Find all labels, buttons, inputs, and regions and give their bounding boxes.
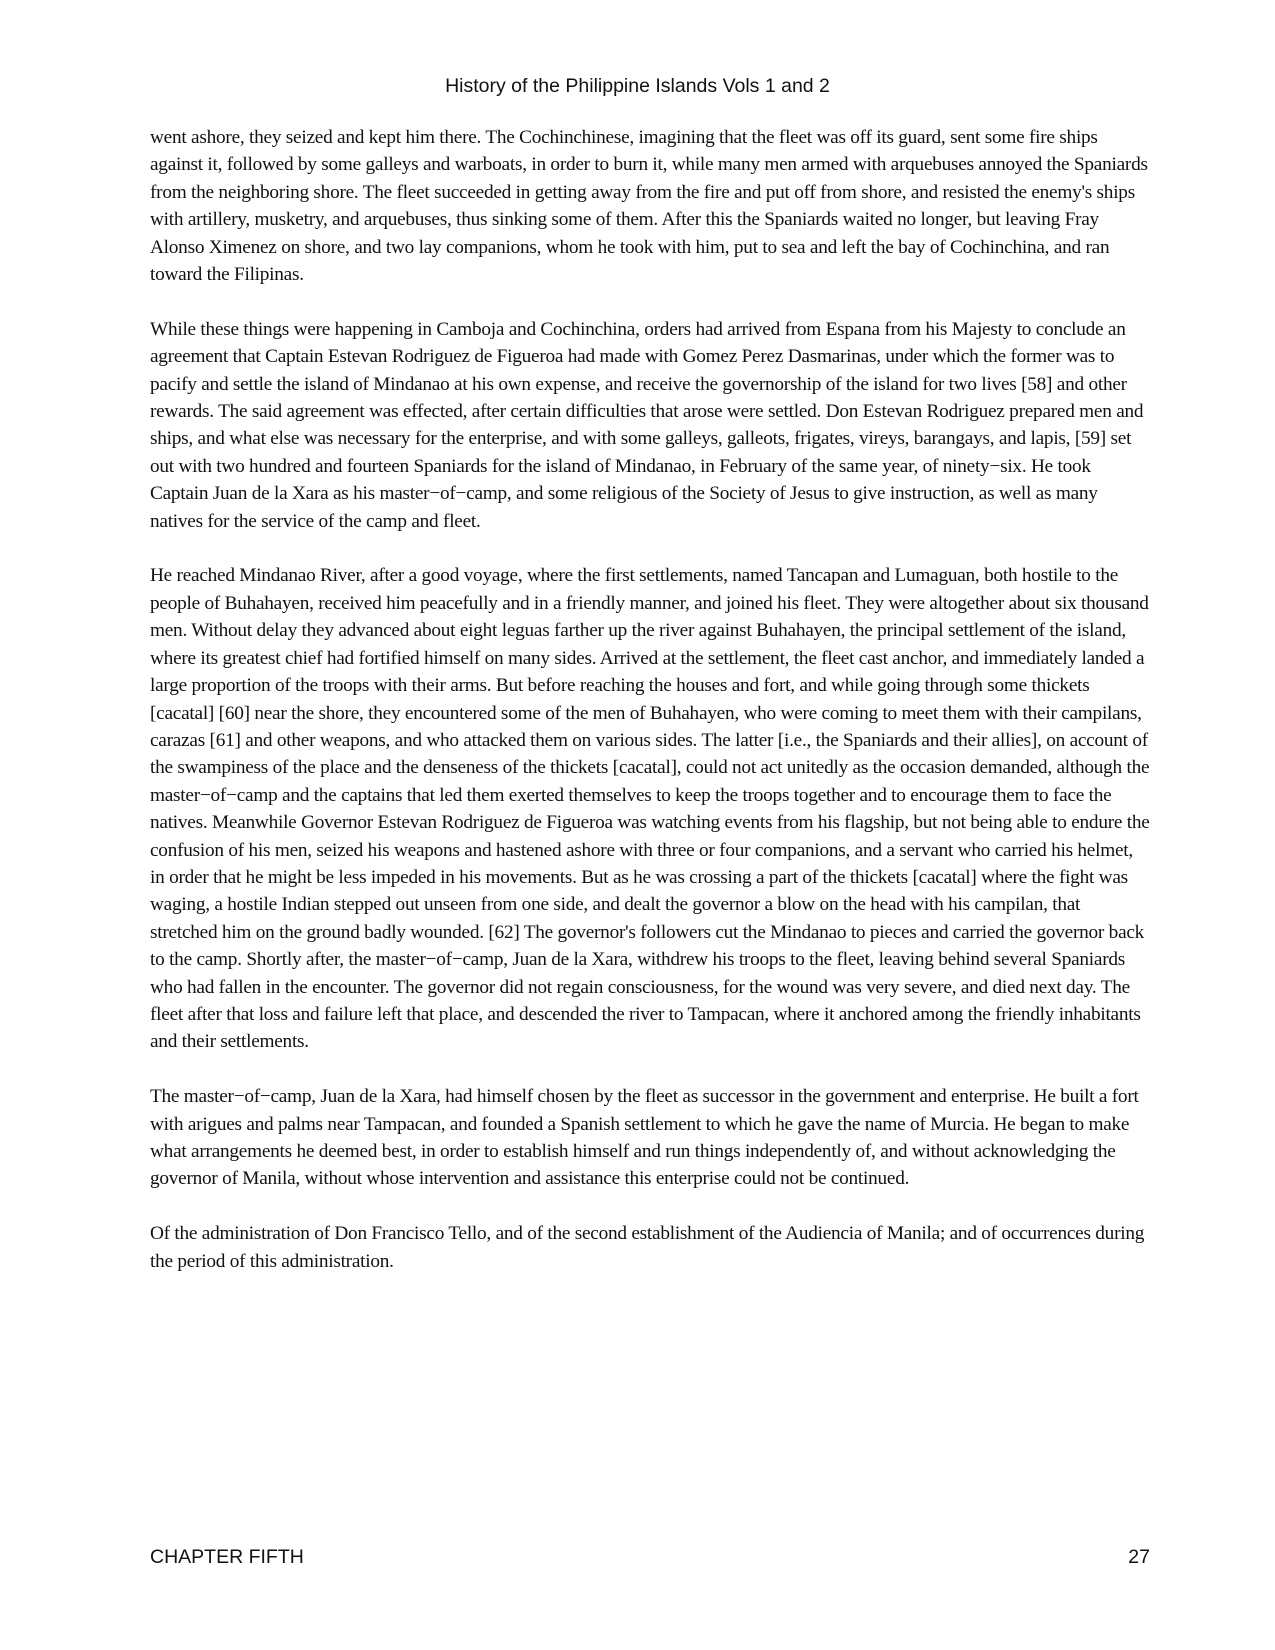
paragraph: The master−of−camp, Juan de la Xara, had himself chosen by the fleet as successor in the government and enterprise. He built a fort with arigues and palms near Tampacan, and founded a Spanish settlement to which he gave the name of Murcia. He began to make what arrangements he deemed best, in order to establish himself and run things independently of, and without acknowledging the governor of Manila, without whose intervention and assistance this enterprise could not be continued. [150,1086,1139,1190]
paragraph: While these things were happening in Camboja and Cochinchina, orders had arrived from Espana from his Majesty to conclude an agreement that Captain Estevan Rodriguez de Figueroa had made with Gomez Perez Dasmarinas, under which the former was to pacify and settle the island of Mindanao at his own expense, and receive the governorship of the island for two lives [58] and other rewards. The said agreement was effected, after certain difficulties that arose were settled. Don Estevan Rodriguez prepared men and ships, and what else was necessary for the enterprise, and with some galleys, galleots, frigates, vireys, barangays, and lapis, [59] set out with two hundred and fourteen Spaniards for the island of Mindanao, in February of the same year, of ninety−six. He took Captain Juan de la Xara as his master−of−camp, and some religious of the Society of Jesus to give instruction, as well as many natives for the service of the camp and fleet. [150,318,1144,532]
chapter-summary: Of the administration of Don Francisco Tello, and of the second establishment of the Audiencia of Manila; and of occurrences during the period of this administration. [150,1223,1145,1272]
page-number: 27 [1128,1546,1150,1568]
body-text [150,124,1150,1302]
book-title: History of the Philippine Islands Vols 1 and 2 [445,75,830,97]
paragraph: went ashore, they seized and kept him there. The Cochinchinese, imagining that the fleet was off its guard, sent some fire ships against it, followed by some galleys and warboats, in order to burn it, while many men armed with arquebuses annoyed the Spaniards from the neighboring shore. The fleet succeeded in getting away from the fire and put off from shore, and resisted the enemy's ships with artillery, musketry, and arquebuses, thus sinking some of them. After this the Spaniards waited no longer, but leaving Fray Alonso Ximenez on shore, and two lay companions, whom he took with him, put to sea and left the bay of Cochinchina, and ran toward the Filipinas. [150,127,1148,286]
page-header [0,74,1275,98]
chapter-label: CHAPTER FIFTH [150,1546,304,1568]
paragraph: He reached Mindanao River, after a good voyage, where the first settlements, named Tancapan and Lumaguan, both hostile to the people of Buhahayen, received him peacefully and in a friendly manner, and joined his fleet. They were altogether about six thousand men. Without delay they advanced about eight leguas farther up the river against Buhahayen, the principal settlement of the island, where its greatest chief had fortified himself on many sides. Arrived at the settlement, the fleet cast anchor, and immediately landed a large proportion of the troops with their arms. But before reaching the houses and fort, and while going through some thickets [cacatal] [60] near the shore, they encountered some of the men of Buhahayen, who were coming to meet them with their campilans, carazas [61] and other weapons, and who attacked them on various sides. The latter [i.e., the Spaniards and their allies], on account of the swampiness of the place and the denseness of the thickets [cacatal], could not act unitedly as the occasion demanded, although the master−of−camp and the captains that led them exerted themselves to keep the troops together and to encourage them to face the natives. Meanwhile Governor Estevan Rodriguez de Figueroa was watching events from his flagship, but not being able to endure the confusion of his men, seized his weapons and hastened ashore with three or four companions, and a servant who carried his helmet, in order that he might be less impeded in his movements. But as he was crossing a part of the thickets [cacatal] where the fight was waging, a hostile Indian stepped out unseen from one side, and dealt the governor a blow on the head with his campilan, that stretched him on the ground badly wounded. [62] The governor's followers cut the Mindanao to pieces and carried the governor back to the camp. Shortly after, the master−of−camp, Juan de la Xara, withdrew his troops to the fleet, leaving behind several Spaniards who had fallen in the encounter. The governor did not regain consciousness, for the wound was very severe, and died next day. The fleet after that loss and failure left that place, and descended the river to Tampacan, where it anchored among the friendly inhabitants and their settlements. [150,565,1150,1053]
